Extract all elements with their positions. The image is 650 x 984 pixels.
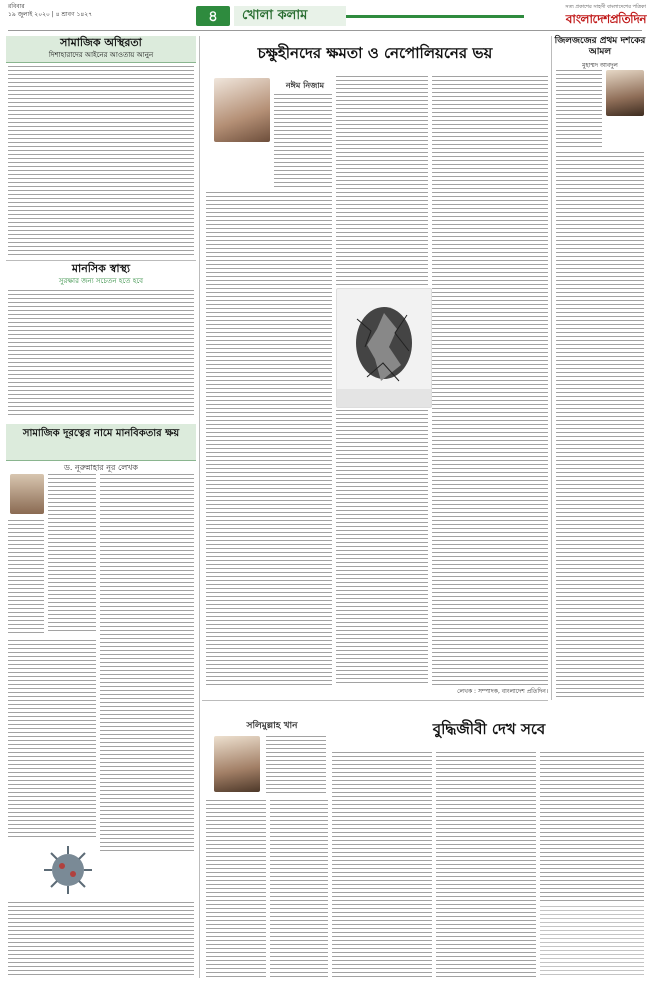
right-article-body <box>556 152 644 697</box>
article-social-distance-body-d <box>8 640 96 840</box>
intellectual-col1 <box>206 800 266 978</box>
main-article-col2b <box>336 410 428 686</box>
author-photo <box>214 736 260 792</box>
header-divider <box>8 30 642 31</box>
article-subtitle: সুরক্ষার জন্য সচেতন হতে হবে <box>58 277 144 285</box>
logo-wordmark: বাংলাদেশপ্রতিদিন <box>565 12 646 26</box>
page-header <box>0 0 650 30</box>
article-social-unrest-heading <box>6 36 196 63</box>
weekday: রবিবার <box>8 3 25 10</box>
author-photo <box>606 70 644 116</box>
intellectual-col2 <box>270 800 328 978</box>
intellectual-col3 <box>332 752 432 978</box>
article-social-distance-body-a <box>48 474 96 634</box>
section-title: খোলা কলাম <box>234 6 346 26</box>
article-social-distance-body-e <box>8 902 194 978</box>
intellectual-article-byline: সলিমুল্লাহ খান <box>246 721 298 731</box>
article-social-distance-body-c <box>100 474 194 854</box>
author-photo <box>214 78 270 142</box>
column-divider <box>551 36 552 700</box>
main-article-lead <box>274 94 332 188</box>
article-title: মানসিক স্বাস্থ্য <box>71 262 131 275</box>
divider <box>6 260 196 261</box>
page-number: ৪ <box>196 6 230 26</box>
article-title: সামাজিক অস্থিরতা <box>60 36 142 49</box>
article-title: সামাজিক দূরত্বের নামে মানবিকতার ক্ষয় <box>22 428 180 439</box>
main-article-title: চক্ষুহীনদের ক্ষমতা ও নেপোলিয়নের ভয় <box>257 44 493 62</box>
right-article-byline: মুহাম্মদ আবদুল <box>582 62 618 69</box>
intellectual-col4 <box>436 752 536 978</box>
main-article-illustration <box>336 288 432 408</box>
intellectual-references <box>540 906 644 978</box>
main-article-footnote: লেখক : সম্পাদক, বাংলাদেশ প্রতিদিন। <box>457 688 548 695</box>
intellectual-col5 <box>540 752 644 902</box>
logo-tagline: সত্য প্রকাশের সাহসী বাংলাদেশের পত্রিকা <box>565 4 646 10</box>
cracked-face-illustration <box>337 289 431 407</box>
main-article-byline: নঈম নিজাম <box>285 81 325 90</box>
article-mental-health-body <box>8 290 194 418</box>
section-rule <box>346 15 524 18</box>
right-article-title: জিলজজের প্রথম দশকের আমল <box>554 36 646 57</box>
right-article-lead <box>556 70 602 150</box>
newspaper-logo[interactable] <box>540 4 646 26</box>
main-article-col1 <box>206 192 332 686</box>
author-photo <box>10 474 44 514</box>
date: ১৯ জুলাই ২০২০ | ৪ শ্রাবণ ১৪২৭ <box>8 11 93 18</box>
divider <box>202 700 548 701</box>
article-byline: ড. নূরুন্নাহার নূর লেখক <box>63 463 139 472</box>
article-subtitle: দিশাহারাদের আইনের আওতায় আনুন <box>48 51 154 59</box>
article-social-distance-heading <box>6 424 196 461</box>
article-social-unrest-body <box>8 66 194 256</box>
date-line <box>8 3 148 19</box>
main-article-col3 <box>432 76 548 686</box>
column-divider <box>199 36 200 978</box>
virus-icon <box>40 842 96 898</box>
article-mental-health-heading <box>6 262 196 286</box>
intellectual-lead <box>266 736 326 796</box>
intellectual-article-title: বুদ্ধিজীবী দেখ সবে <box>432 720 546 738</box>
article-social-distance-body-b <box>8 520 44 634</box>
main-article-col2 <box>336 76 428 286</box>
